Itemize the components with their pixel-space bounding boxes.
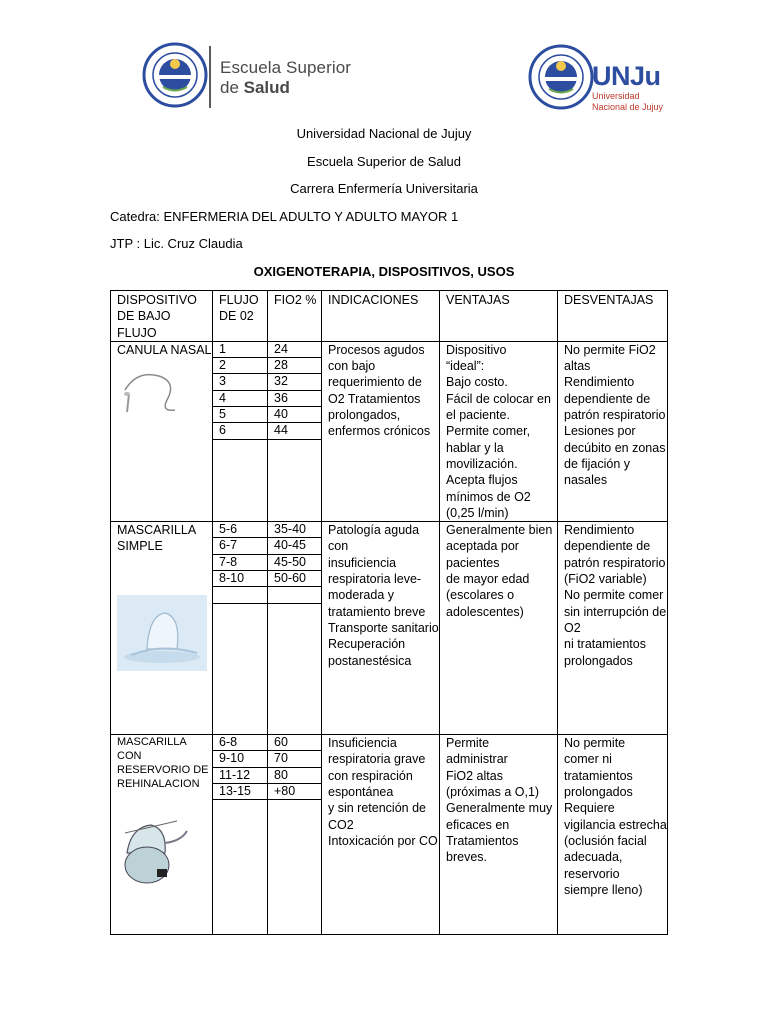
- table-row: [111, 735, 668, 935]
- disadvantages-cell: No permite FiO2 altas Rendimiento dependiente de patrón respiratorio Lesiones por decúbito en zonas de fijación y nasales: [558, 341, 668, 521]
- flow-value: 1: [219, 341, 226, 356]
- device-cell: [111, 735, 213, 935]
- disadvantages-cell: Rendimiento dependiente de patrón respiratorio (FiO2 variable) No permite comer sin interrupción de O2 ni tratamientos prolongados: [558, 522, 668, 735]
- device-name: MASCARILLA SIMPLE: [117, 523, 196, 554]
- flow-value: 4: [213, 390, 267, 406]
- university-line: Universidad Nacional de Jujuy: [296, 126, 472, 141]
- flow-value: 5-6: [219, 522, 238, 537]
- fio2-value: 40-45: [268, 538, 321, 554]
- disadvantages-cell: No permite comer ni tratamientos prolongados Requiere vigilancia estrecha (oclusión facial adecuada, reservorio siempre lleno): [558, 735, 668, 935]
- header-fio2: FIO2 %: [268, 291, 322, 342]
- table-row: [111, 341, 668, 521]
- school-line: Escuela Superior de Salud: [307, 154, 461, 169]
- indications-cell: Insuficiencia respiratoria grave con respiración espontánea y sin retención de CO2 Intoxicación por CO: [322, 735, 440, 935]
- flow-value: 6: [213, 423, 267, 439]
- jtp-line: JTP : Lic. Cruz Claudia: [110, 236, 243, 251]
- fio2-value: 24: [274, 341, 288, 356]
- flow-value: 3: [213, 374, 267, 390]
- fio2-value: 40: [268, 407, 321, 423]
- fio2-value: 80: [268, 767, 321, 783]
- flow-value: [213, 587, 267, 603]
- device-cell: [111, 341, 213, 521]
- fio2-value: [268, 587, 321, 603]
- simple-mask-image: [117, 595, 212, 675]
- fio2-cell: [268, 522, 322, 735]
- nasal-cannula-image: [117, 368, 212, 422]
- catedra-line: Catedra: ENFERMERIA DEL ADULTO Y ADULTO MAYOR 1: [110, 209, 459, 224]
- table-header-row: [111, 291, 668, 342]
- unju-logo-text: UNJu Universidad Nacional de Jujuy: [592, 61, 664, 112]
- device-cell: [111, 522, 213, 735]
- fio2-value: 36: [268, 390, 321, 406]
- fio2-value: 70: [268, 751, 321, 767]
- header-advantages: VENTAJAS: [440, 291, 558, 342]
- device-name: MASCARILLA CON RESERVORIO DE REHINALACION: [117, 736, 209, 791]
- unju-seal-logo: [528, 44, 594, 110]
- header-indications: INDICACIONES: [322, 291, 440, 342]
- flow-value: 7-8: [213, 554, 267, 570]
- header-disadvantages: DESVENTAJAS: [558, 291, 668, 342]
- fio2-value: 45-50: [268, 554, 321, 570]
- indications-cell: Patología aguda con insuficiencia respiratoria leve-moderada y tratamiento breve Transporte sanitario Recuperación postanestésica: [322, 522, 440, 735]
- indications-cell: Procesos agudos con bajo requerimiento de O2 Tratamientos prolongados, enfermos crónicos: [322, 341, 440, 521]
- flow-value: 6-7: [213, 538, 267, 554]
- advantages-cell: Permite administrar FiO2 altas (próximas a O,1) Generalmente muy eficaces en Tratamientos breves.: [440, 735, 558, 935]
- flow-value: 8-10: [213, 571, 267, 587]
- flow-value: 5: [213, 407, 267, 423]
- fio2-value: 44: [268, 423, 321, 439]
- advantages-cell: Generalmente bien aceptada por pacientes de mayor edad (escolares o adolescentes): [440, 522, 558, 735]
- fio2-value: 28: [268, 358, 321, 374]
- reservoir-mask-image: [117, 813, 212, 893]
- fio2-value: 50-60: [268, 571, 321, 587]
- oxygen-devices-table: [110, 290, 668, 935]
- fio2-value: 60: [274, 735, 288, 750]
- header-flow: FLUJO DE 02: [213, 291, 268, 342]
- flow-cell: [213, 735, 268, 935]
- table-row: [111, 522, 668, 735]
- header-device: DISPOSITIVO DE BAJO FLUJO: [111, 291, 213, 342]
- fio2-value: 35-40: [274, 522, 306, 537]
- flow-cell: [213, 341, 268, 521]
- flow-cell: [213, 522, 268, 735]
- flow-value: 11-12: [213, 767, 267, 783]
- flow-value: 6-8: [219, 735, 238, 750]
- flow-value: 13-15: [213, 784, 267, 800]
- escuela-logo-text: Escuela Superior de Salud: [220, 58, 352, 97]
- fio2-cell: [268, 735, 322, 935]
- fio2-cell: [268, 341, 322, 521]
- fio2-value: +80: [268, 784, 321, 800]
- flow-value: 9-10: [213, 751, 267, 767]
- flow-value: 2: [213, 358, 267, 374]
- advantages-cell: Dispositivo “ideal”: Bajo costo. Fácil de colocar en el paciente. Permite comer, hablar y la movilización. Acepta flujos mínimos de O2 (0,25 l/min): [440, 341, 558, 521]
- career-line: Carrera Enfermería Universitaria: [290, 181, 478, 196]
- escuela-seal-logo: [142, 42, 208, 108]
- logo-divider: [209, 46, 211, 108]
- page-title: OXIGENOTERAPIA, DISPOSITIVOS, USOS: [253, 264, 515, 279]
- device-name: CANULA NASAL: [117, 342, 212, 357]
- fio2-value: 32: [268, 374, 321, 390]
